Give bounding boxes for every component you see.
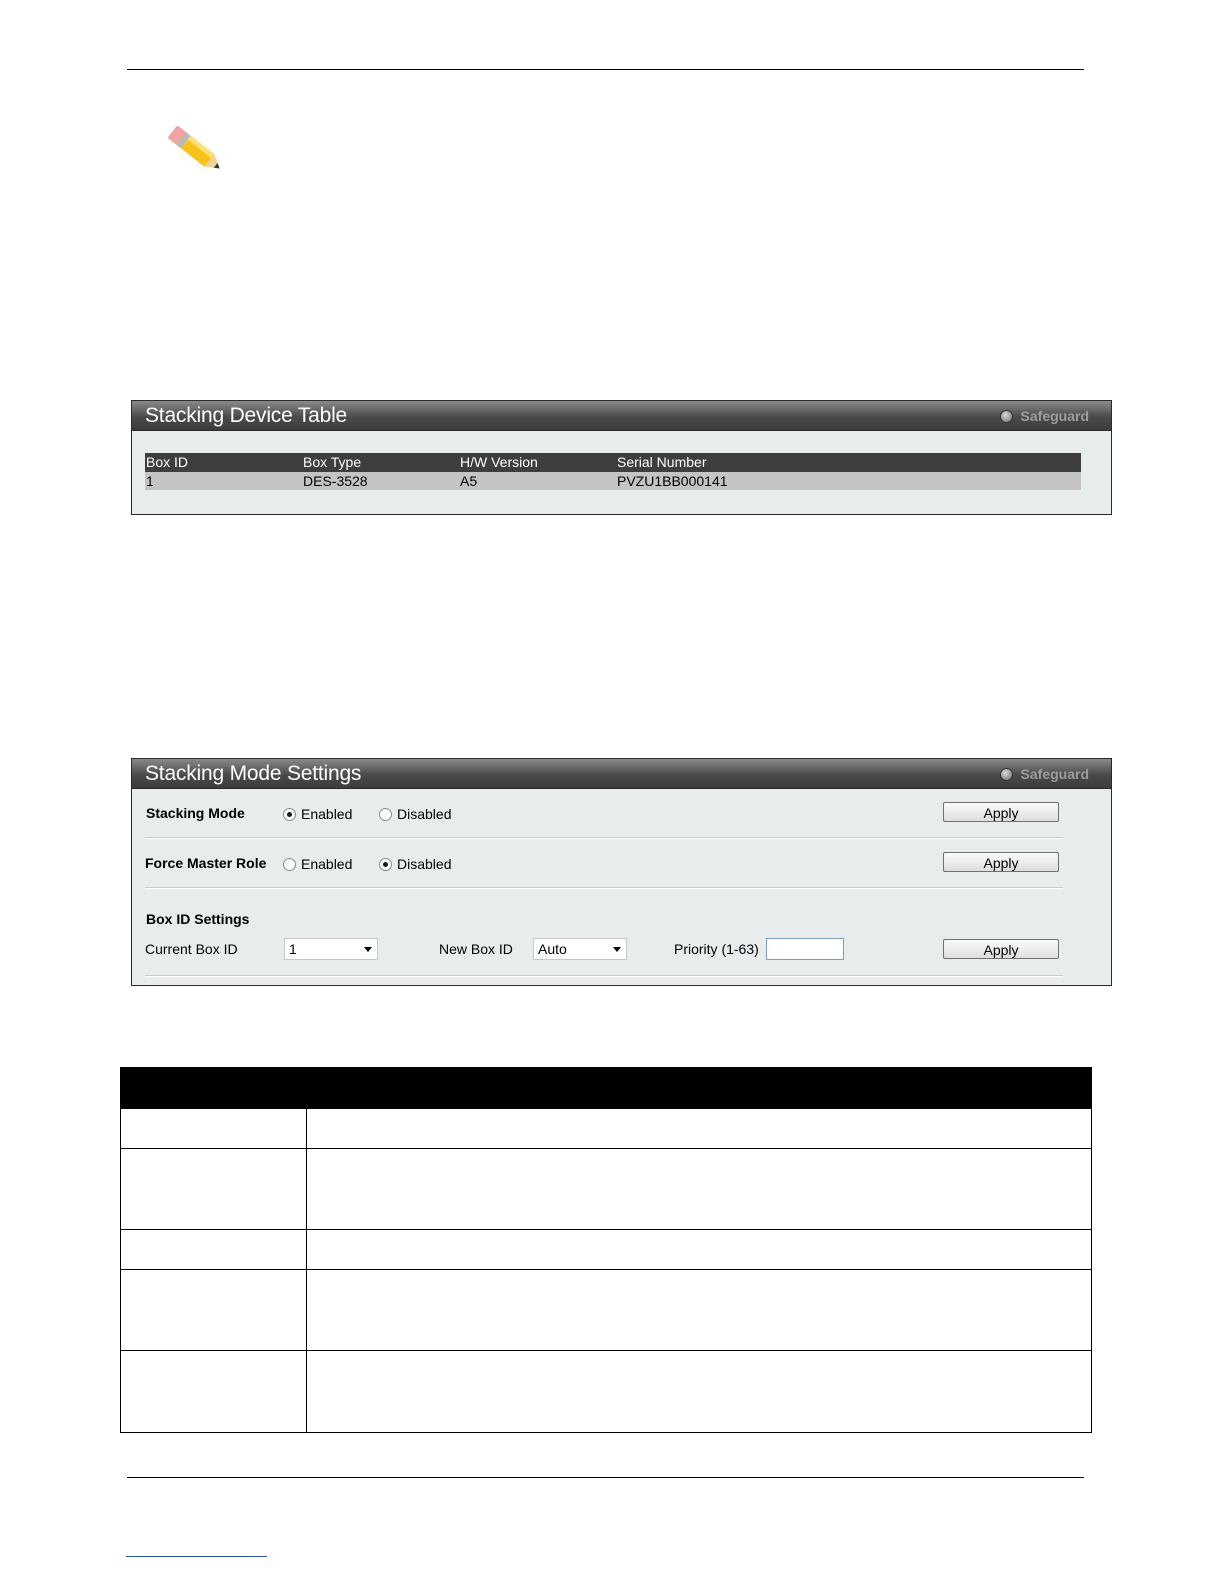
stacking-device-table-panel — [131, 400, 1112, 515]
description-cell — [307, 1230, 1092, 1270]
table-header-row — [145, 453, 1081, 472]
cell-box-type: DES-3528 — [302, 472, 459, 490]
stacking-mode-enabled-radio[interactable] — [283, 806, 352, 822]
new-box-id-select[interactable] — [533, 938, 627, 960]
column-header-serial-number: Serial Number — [616, 453, 1081, 472]
table-row — [145, 472, 1081, 490]
cell-serial-number: PVZU1BB000141 — [616, 472, 1081, 490]
table-row — [121, 1270, 1092, 1351]
stacking-mode-apply-button[interactable]: Apply — [943, 802, 1059, 822]
safeguard-icon — [1000, 410, 1013, 423]
safeguard-indicator[interactable] — [1000, 407, 1089, 425]
parameter-cell — [121, 1109, 307, 1149]
stacking-mode-label: Stacking Mode — [146, 805, 245, 821]
force-master-enabled-radio[interactable] — [283, 856, 352, 872]
column-header-box-type: Box Type — [302, 453, 459, 472]
radio-label: Disabled — [397, 806, 452, 822]
cell-hw-version: A5 — [459, 472, 616, 490]
parameter-cell — [121, 1351, 307, 1433]
footer-rule — [127, 1477, 1084, 1478]
table-row — [121, 1109, 1092, 1149]
priority-label: Priority (1-63) — [674, 941, 759, 957]
description-cell — [307, 1109, 1092, 1149]
header-rule — [127, 69, 1084, 70]
parameter-cell — [121, 1149, 307, 1230]
select-value: 1 — [289, 941, 297, 957]
safeguard-label: Safeguard — [1020, 408, 1089, 424]
parameter-cell — [121, 1270, 307, 1351]
box-id-settings-heading: Box ID Settings — [146, 911, 250, 927]
table-row — [121, 1351, 1092, 1433]
stacking-mode-disabled-radio[interactable] — [379, 806, 451, 822]
footer-link-underline[interactable] — [126, 1556, 267, 1557]
chevron-down-icon — [364, 947, 372, 952]
safeguard-icon — [1000, 768, 1013, 781]
radio-button[interactable] — [283, 808, 296, 821]
description-cell — [307, 1270, 1092, 1351]
select-value: Auto — [538, 941, 567, 957]
header-cell-parameter — [121, 1068, 307, 1109]
panel-title: Stacking Mode Settings — [145, 762, 362, 785]
radio-label: Disabled — [397, 856, 452, 872]
cell-box-id: 1 — [145, 472, 302, 490]
divider — [145, 975, 1063, 977]
panel-title: Stacking Device Table — [145, 404, 348, 427]
panel-header — [132, 759, 1111, 789]
radio-button[interactable] — [379, 858, 392, 871]
safeguard-indicator[interactable] — [1000, 765, 1089, 783]
chevron-down-icon — [613, 947, 621, 952]
column-header-hw-version: H/W Version — [459, 453, 616, 472]
force-master-apply-button[interactable]: Apply — [943, 852, 1059, 872]
description-cell — [307, 1149, 1092, 1230]
parameter-table — [120, 1067, 1092, 1433]
table-header-row — [121, 1068, 1092, 1109]
divider — [145, 837, 1063, 839]
box-id-apply-button[interactable]: Apply — [943, 939, 1059, 959]
radio-button[interactable] — [283, 858, 296, 871]
current-box-id-select[interactable] — [284, 938, 378, 960]
table-row — [121, 1230, 1092, 1270]
device-table — [145, 453, 1081, 490]
parameter-cell — [121, 1230, 307, 1270]
column-header-box-id: Box ID — [145, 453, 302, 472]
priority-input[interactable] — [766, 938, 844, 960]
description-cell — [307, 1351, 1092, 1433]
divider — [145, 887, 1063, 889]
header-cell-description — [307, 1068, 1092, 1109]
radio-label: Enabled — [301, 806, 353, 822]
panel-header — [132, 401, 1111, 431]
radio-button[interactable] — [379, 808, 392, 821]
force-master-role-label: Force Master Role — [145, 855, 267, 871]
new-box-id-label: New Box ID — [439, 941, 513, 957]
stacking-mode-settings-panel — [131, 758, 1112, 986]
current-box-id-label: Current Box ID — [145, 941, 238, 957]
safeguard-label: Safeguard — [1020, 766, 1089, 782]
force-master-disabled-radio[interactable] — [379, 856, 451, 872]
note-pencil-icon — [160, 118, 232, 182]
table-row — [121, 1149, 1092, 1230]
radio-label: Enabled — [301, 856, 353, 872]
